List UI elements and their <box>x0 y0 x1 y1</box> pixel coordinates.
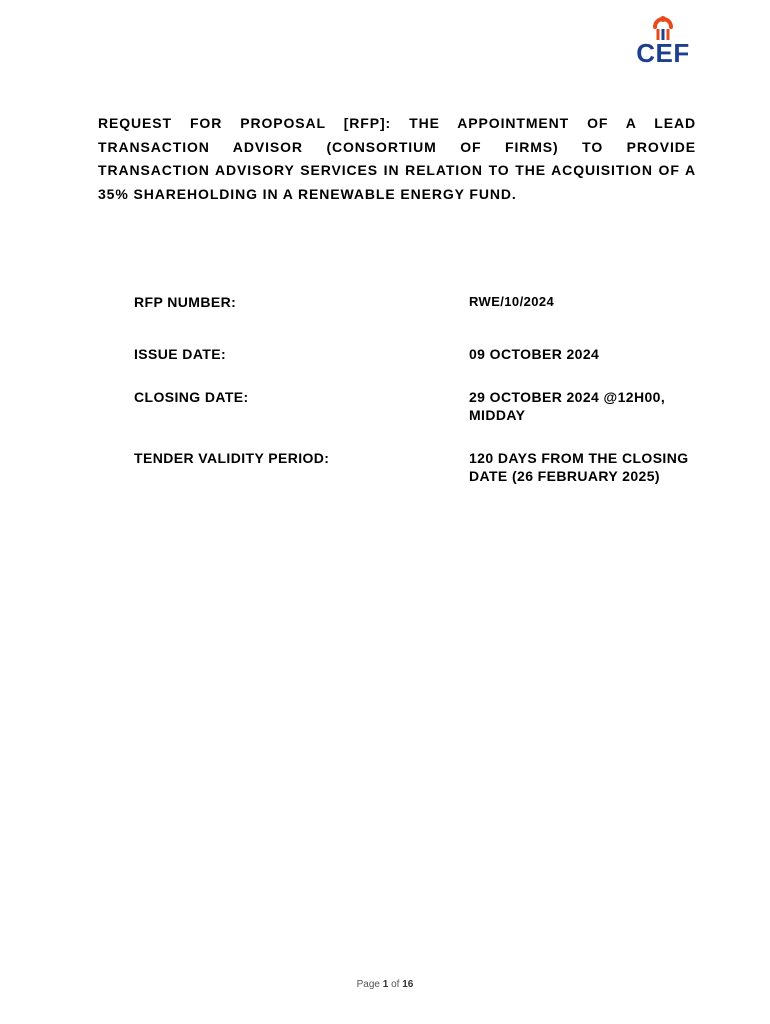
logo-text: CEF <box>636 38 690 66</box>
page-word: Page <box>356 979 380 990</box>
issue-date-value: 09 OCTOBER 2024 <box>469 346 600 362</box>
tender-validity-label: TENDER VALIDITY PERIOD: <box>134 450 330 466</box>
closing-date-value: 29 OCTOBER 2024 @12H00, MIDDAY <box>469 389 666 423</box>
document-title: REQUEST FOR PROPOSAL [RFP]: THE APPOINTMENT OF A LEAD TRANSACTION ADVISOR (CONSORTIUM OF FIRMS) TO PROVIDE TRANSACTION ADVISORY SERVICES IN RELATION TO THE ACQUISITION OF A 35% SHAREHOLDING IN A RENEWABLE ENERGY FUND. <box>98 115 696 202</box>
rfp-number-value: RWE/10/2024 <box>469 294 555 309</box>
closing-date-label: CLOSING DATE: <box>134 389 249 405</box>
page-footer <box>0 979 770 990</box>
total-pages: 16 <box>402 979 414 990</box>
issue-date-label: ISSUE DATE: <box>134 346 227 362</box>
tender-validity-value: 120 DAYS FROM THE CLOSING DATE (26 FEBRUARY 2025) <box>469 450 689 484</box>
rfp-number-label: RFP NUMBER: <box>134 294 237 310</box>
of-word: of <box>391 979 400 990</box>
cef-logo-graphic <box>622 10 704 66</box>
cef-logo <box>622 10 704 66</box>
logo-head-shape <box>660 16 666 22</box>
page-number: 1 <box>382 979 389 990</box>
